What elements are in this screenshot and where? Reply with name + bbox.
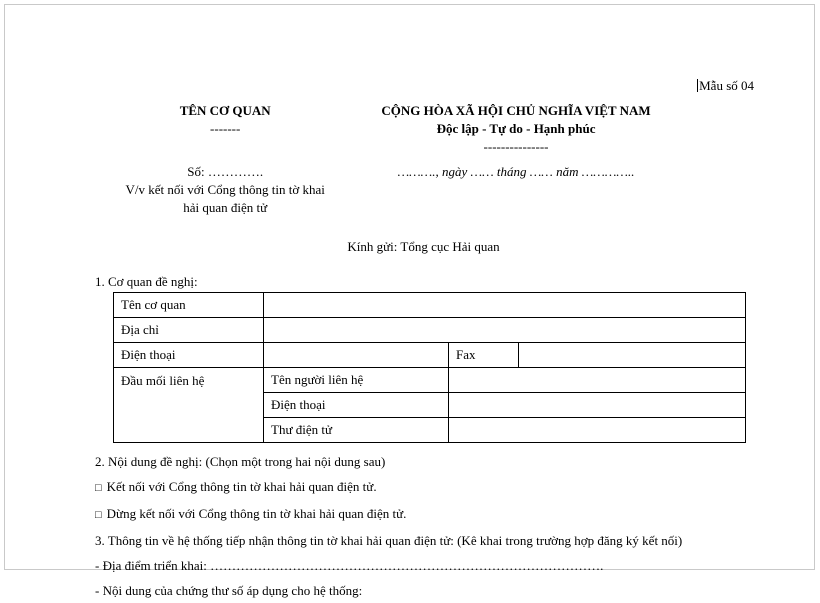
org-name: TÊN CƠ QUAN — [179, 103, 271, 118]
section1-title: 1. Cơ quan đề nghị: — [95, 274, 198, 289]
label-phone: Điện thoại — [114, 343, 264, 368]
table-row — [114, 368, 746, 393]
reference-left-block — [93, 163, 357, 217]
text-cursor — [697, 79, 698, 92]
document-number: Số: …………. — [187, 164, 264, 179]
table-row — [114, 318, 746, 343]
table-row — [114, 343, 746, 368]
input-cell-agency-name[interactable] — [264, 293, 746, 318]
document-content — [5, 77, 814, 603]
label-contact-phone: Điện thoại — [264, 393, 449, 418]
input-cell-contact-name[interactable] — [449, 368, 746, 393]
document-page — [4, 4, 815, 598]
option-connect-label: Kết nối với Cổng thông tin tờ khai hải quan điện tử. — [106, 479, 377, 494]
checkbox-disconnect-icon[interactable]: □ — [95, 509, 102, 521]
input-cell-contact-email[interactable] — [449, 418, 746, 443]
agency-info-table — [113, 292, 746, 443]
national-title: CỘNG HÒA XÃ HỘI CHỦ NGHĨA VIỆT NAM — [381, 103, 651, 118]
table-row — [114, 293, 746, 318]
checkbox-connect-icon[interactable]: □ — [95, 482, 102, 494]
form-number-text: Mẫu số 04 — [699, 78, 754, 93]
document-subject: V/v kết nối với Cổng thông tin tờ khai hải quan điện tử — [125, 182, 325, 215]
option-connect — [95, 474, 754, 501]
header-left-block — [93, 102, 357, 156]
label-agency-name: Tên cơ quan — [114, 293, 264, 318]
reference-row — [93, 163, 754, 217]
national-motto: Độc lập - Tự do - Hạnh phúc — [436, 121, 596, 136]
option-disconnect — [95, 501, 754, 528]
org-underline: ------- — [210, 121, 241, 136]
label-contact-point: Đầu mối liên hệ — [114, 368, 264, 443]
input-cell-contact-phone[interactable] — [449, 393, 746, 418]
input-cell-address[interactable] — [264, 318, 746, 343]
salutation: Kính gửi: Tổng cục Hải quan — [347, 239, 500, 254]
label-address: Địa chỉ — [114, 318, 264, 343]
date-place-line: ………., ngày …… tháng …… năm ………….. — [397, 164, 635, 179]
input-cell-fax[interactable] — [519, 343, 746, 368]
certificate-content-line: - Nội dung của chứng thư số áp dụng cho hệ thống: — [95, 583, 363, 598]
label-contact-name: Tên người liên hệ — [264, 368, 449, 393]
option-disconnect-label: Dừng kết nối với Cổng thông tin tờ khai hải quan điện tử. — [106, 506, 407, 521]
label-contact-email: Thư điện tử — [264, 418, 449, 443]
deployment-location-line: - Địa điểm triển khai: ………………………………………………………………………………. — [95, 558, 604, 573]
motto-underline: --------------- — [483, 139, 549, 154]
section3-title: 3. Thông tin về hệ thống tiếp nhận thông tin tờ khai hải quan điện tử: (Kê khai trong trường hợp đăng ký kết nối) — [95, 533, 683, 548]
input-cell-phone[interactable] — [264, 343, 449, 368]
section2-title: 2. Nội dung đề nghị: (Chọn một trong hai nội dung sau) — [95, 454, 386, 469]
header-right-block — [357, 102, 674, 156]
label-fax: Fax — [449, 343, 519, 368]
form-number-label — [93, 77, 754, 95]
document-header — [93, 102, 754, 156]
